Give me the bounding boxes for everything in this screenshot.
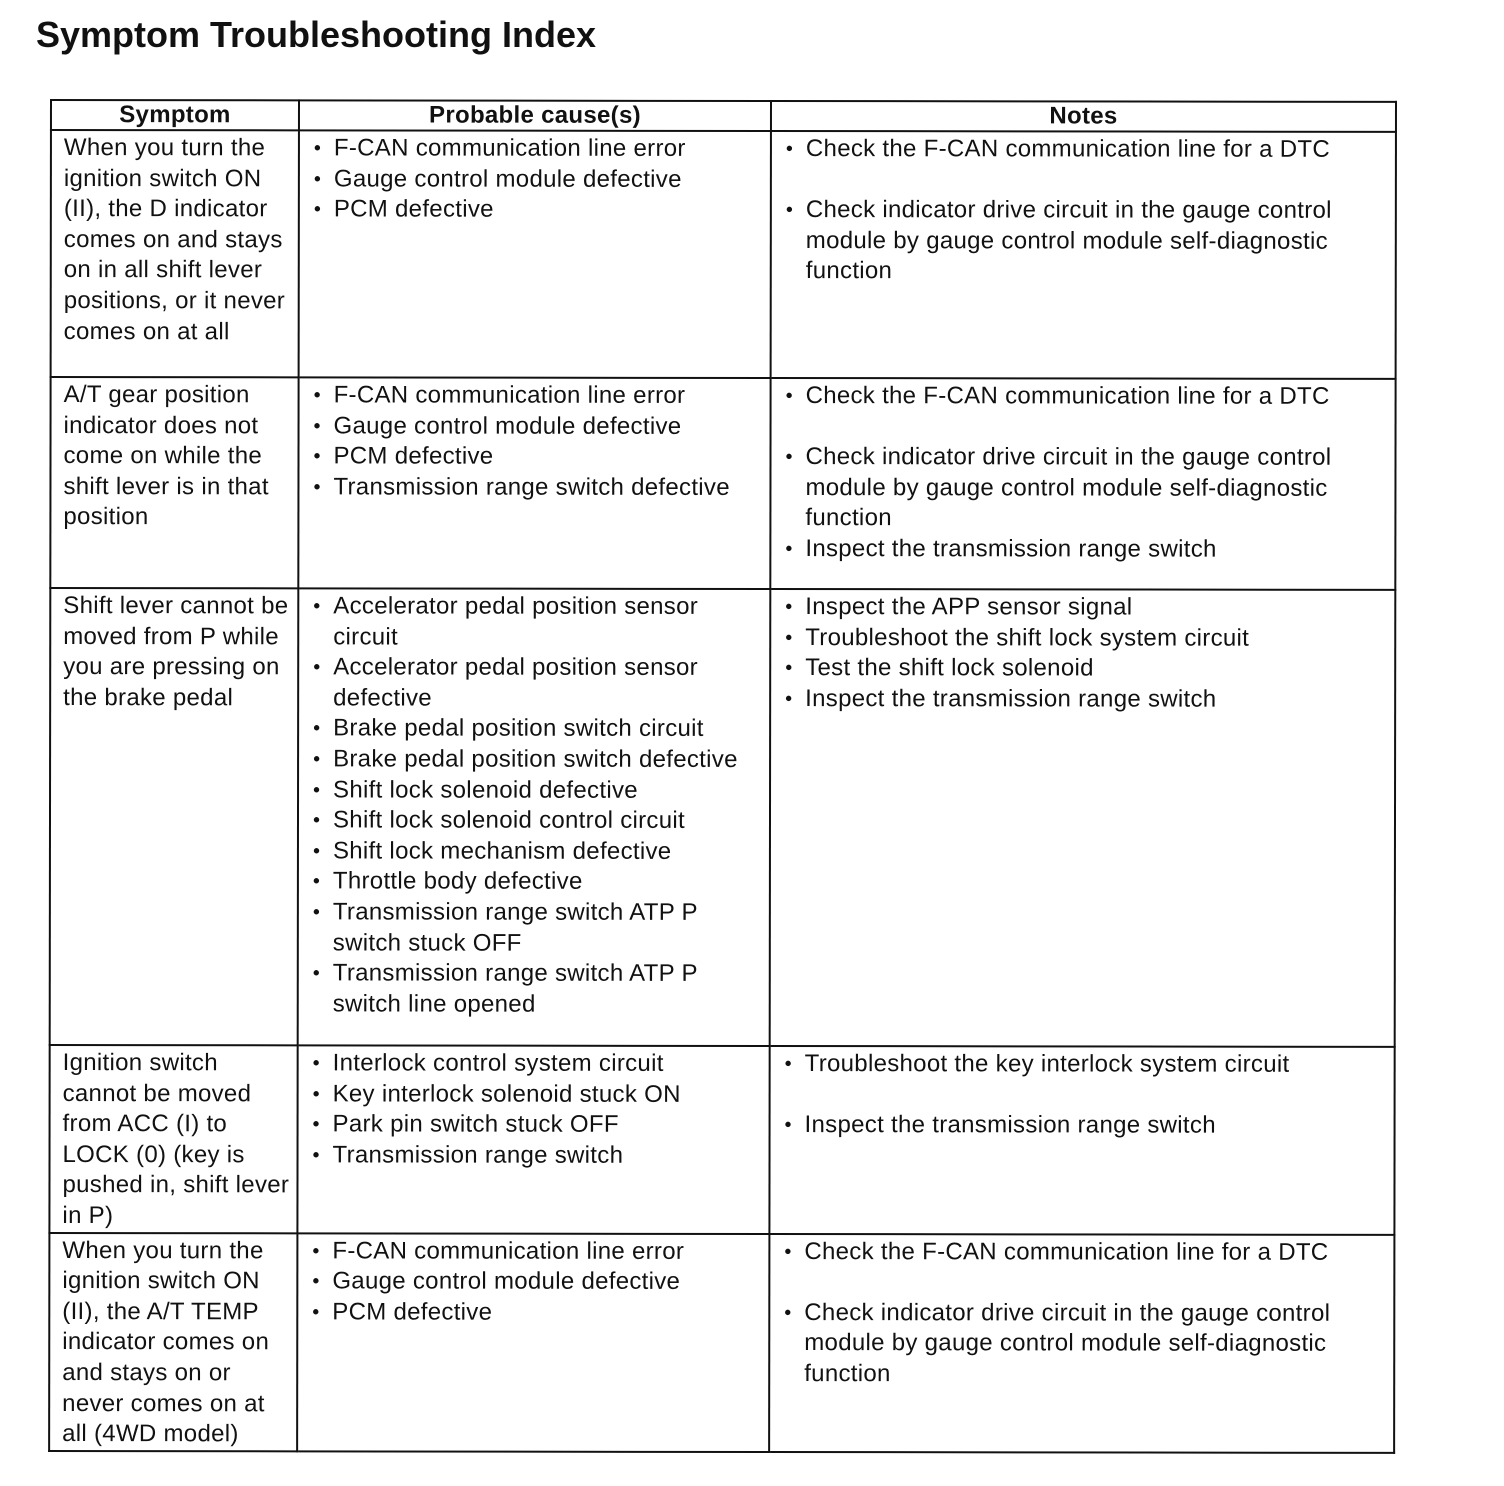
causes-cell [297,1233,769,1452]
note-item: • Inspect the transmission range switch [783,1110,1388,1141]
symptom-cell [51,130,299,377]
cause-item: • Park pin switch stuck OFF [311,1110,763,1141]
cause-item: • PCM defective [310,1297,762,1328]
note-item: • Check the F-CAN communication line for a DTC [784,381,1389,412]
causes-cell [298,377,770,589]
cause-item: • Gauge control module defective [312,411,764,442]
cause-item: • Key interlock solenoid stuck ON [311,1079,763,1110]
cause-item: • Accelerator pedal position sensor defective [311,653,763,715]
page-title: Symptom Troubleshooting Index [36,14,597,55]
symptom-cell [50,377,298,588]
note-item: • Inspect the transmission range switch [783,684,1388,715]
cause-item: • Transmission range switch ATP P switch line opened [311,958,763,1020]
table-row [50,377,1395,590]
note-list [783,592,1388,715]
note-item: • Check indicator drive circuit in the gauge control module by gauge control module self-diagnostic function [784,195,1389,288]
symptom-text: Ignition switch cannot be moved from ACC (I) to LOCK (0) (key is pushed in, shift lever in P) [62,1049,290,1230]
notes-cell [769,1234,1394,1453]
symptom-cell [49,1045,297,1233]
note-item: • Check the F-CAN communication line for a DTC [784,134,1389,165]
notes-cell [769,1046,1394,1234]
notes-cell [770,378,1395,590]
notes-cell [770,589,1396,1047]
cause-list [312,133,764,225]
table-row [50,588,1396,1047]
cause-item: • Accelerator pedal position sensor circuit [311,591,763,653]
cause-item: • PCM defective [312,195,764,226]
cause-item: • Interlock control system circuit [311,1048,763,1079]
cause-item: • PCM defective [311,442,763,473]
cause-item: • Transmission range switch defective [311,472,763,503]
table-row [49,1045,1394,1234]
troubleshooting-table [48,99,1397,1454]
cause-list [310,1236,762,1328]
header-symptom: Symptom [51,100,299,130]
notes-cell [771,131,1396,379]
symptom-cell [49,1233,297,1452]
note-item: • Check indicator drive circuit in the gauge control module by gauge control module self-diagnostic function [782,1298,1387,1391]
header-notes: Notes [771,101,1396,132]
cause-item: • F-CAN communication line error [312,133,764,164]
cause-item: • Throttle body defective [311,867,763,898]
symptom-text: When you turn the ignition switch ON (II), the A/T TEMP indicator comes on and stays on or never comes on at all (4WD model) [62,1236,270,1448]
cause-item: • F-CAN communication line error [312,380,764,411]
cause-item: • Transmission range switch ATP P switch stuck OFF [311,897,763,959]
symptom-cell [50,588,299,1045]
note-item: • Check the F-CAN communication line for a DTC [782,1237,1387,1268]
note-item: • Troubleshoot the shift lock system circuit [783,623,1388,654]
cause-item: • Brake pedal position switch circuit [311,714,763,745]
causes-cell [299,130,771,378]
note-list [784,134,1389,288]
note-item: • Inspect the APP sensor signal [783,592,1388,623]
header-probable-causes: Probable cause(s) [299,100,771,131]
causes-cell [298,588,771,1046]
cause-item: • Gauge control module defective [310,1267,762,1298]
cause-item: • F-CAN communication line error [310,1236,762,1267]
cause-item: • Gauge control module defective [312,164,764,195]
cause-item: • Brake pedal position switch defective [311,744,763,775]
note-item: • Troubleshoot the key interlock system circuit [783,1049,1388,1080]
cause-item: • Shift lock solenoid control circuit [311,806,763,837]
note-item: • Check indicator drive circuit in the gauge control module by gauge control module self-diagnostic function [783,442,1388,535]
note-list [782,1237,1387,1391]
cause-item: • Transmission range switch [311,1140,763,1171]
symptom-text: A/T gear position indicator does not come on while the shift lever is in that position [63,381,269,531]
cause-item: • Shift lock mechanism defective [311,836,763,867]
cause-list [311,591,764,1020]
table-header-row [51,100,1396,132]
symptom-text: Shift lever cannot be moved from P while you are pressing on the brake pedal [63,592,289,712]
note-list [783,381,1388,565]
cause-list [311,1048,763,1171]
table-row [49,1233,1394,1453]
symptom-text: When you turn the ignition switch ON (II), the D indicator comes on and stays on in all shift lever positions, or it never comes on at all [63,134,286,345]
table-row [51,130,1396,379]
note-list [783,1049,1388,1142]
cause-item: • Shift lock solenoid defective [311,775,763,806]
note-item: • Test the shift lock solenoid [783,653,1388,684]
cause-list [311,380,763,503]
note-item: • Inspect the transmission range switch [783,534,1388,565]
causes-cell [297,1045,769,1233]
